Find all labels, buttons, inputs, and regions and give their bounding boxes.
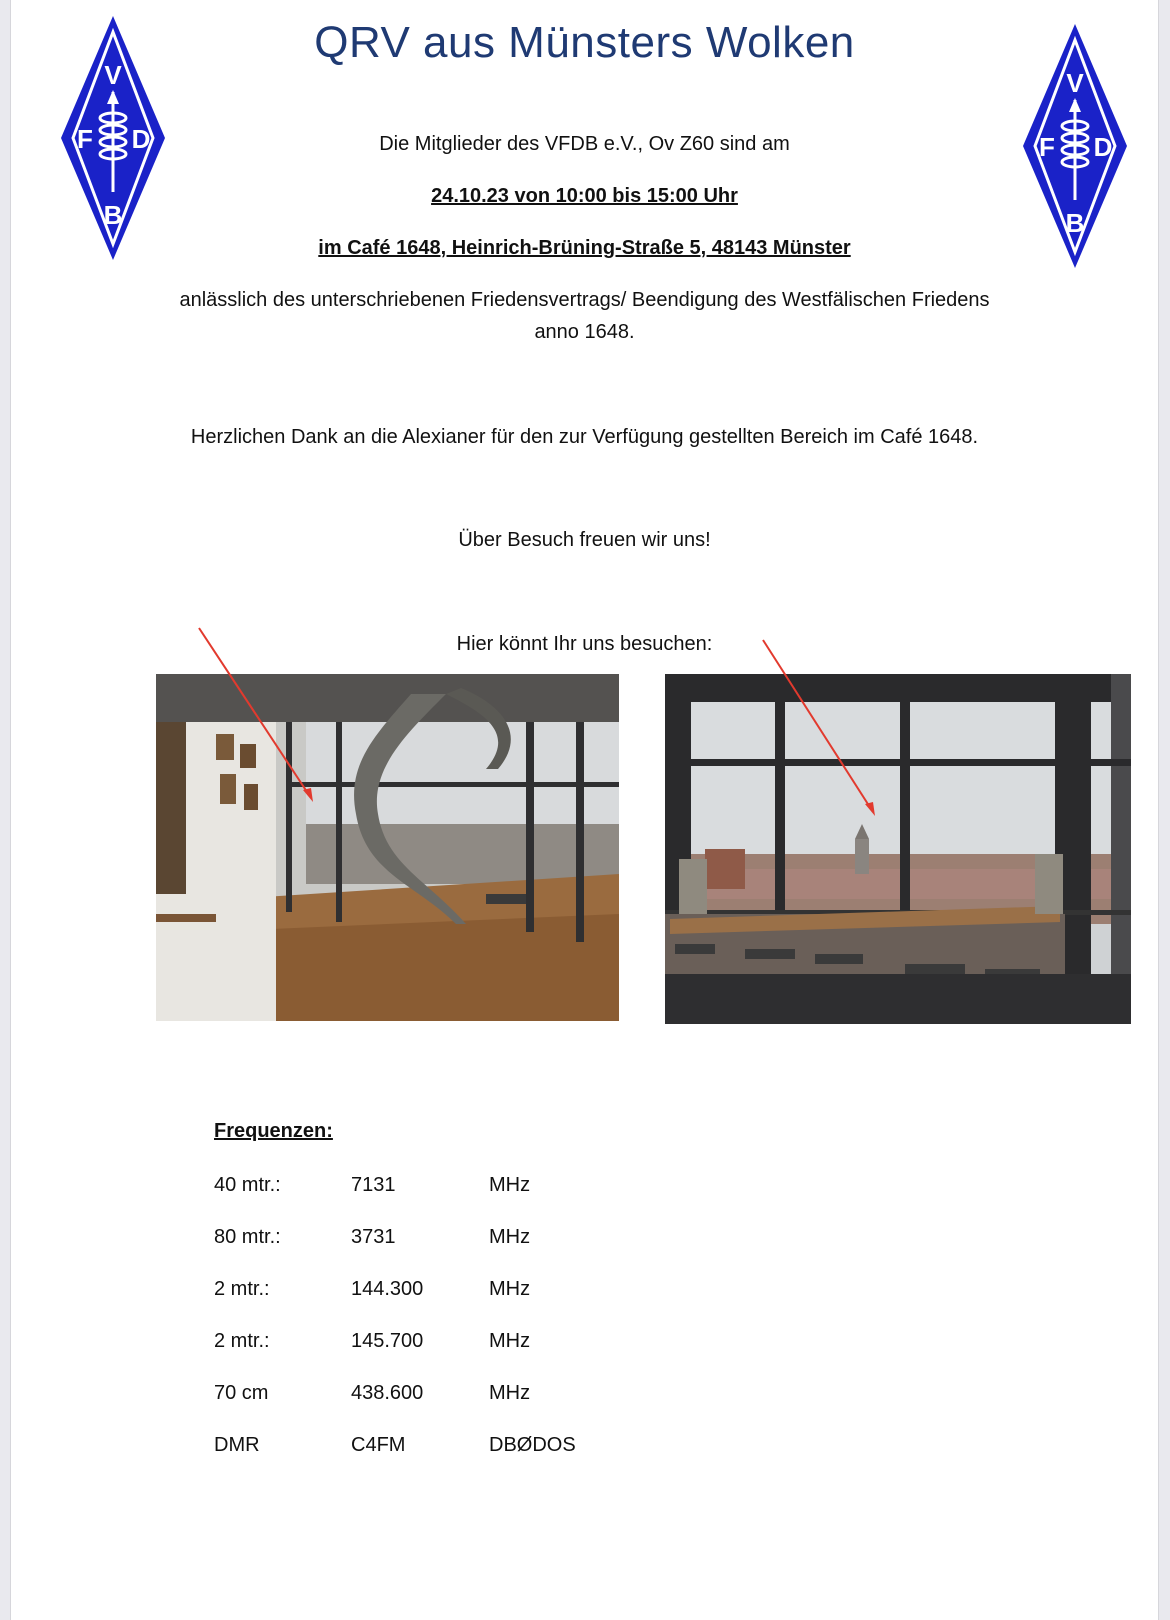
- band-label: 2 mtr.:: [214, 1330, 270, 1352]
- logo-letter-b: B: [103, 200, 123, 230]
- occasion-line-2: anno 1648.: [534, 321, 635, 343]
- logo-letter-v: V: [1066, 68, 1084, 98]
- frequency-unit: MHz: [489, 1278, 531, 1300]
- mode-value: C4FM: [351, 1434, 406, 1456]
- visit-text: Über Besuch freuen wir uns!: [458, 529, 711, 551]
- frequency-value: 3731: [351, 1226, 396, 1248]
- band-label: 40 mtr.:: [214, 1174, 281, 1196]
- frequency-row: [214, 1174, 714, 1204]
- frequency-unit: MHz: [489, 1174, 531, 1196]
- logo-letter-b: B: [1065, 208, 1085, 238]
- band-label: 80 mtr.:: [214, 1226, 281, 1248]
- frequency-row: [214, 1330, 714, 1360]
- callsign-value: DBØDOS: [489, 1434, 576, 1456]
- cafe-view-photo: [665, 674, 1131, 1024]
- logo-letter-f: F: [77, 124, 93, 154]
- visit-here-text: Hier könnt Ihr uns besuchen:: [456, 633, 713, 655]
- occasion-line-1: anlässlich des unterschriebenen Friedensvertrags/ Beendigung des Westfälischen Friedens: [179, 289, 990, 311]
- band-label: 2 mtr.:: [214, 1278, 270, 1300]
- document-page: [10, 0, 1159, 1620]
- frequency-unit: MHz: [489, 1226, 531, 1248]
- frequency-row: [214, 1226, 714, 1256]
- frequency-row: [214, 1434, 714, 1464]
- logo-letter-v: V: [104, 60, 122, 90]
- frequency-row: [214, 1382, 714, 1412]
- frequencies-heading: Frequenzen:: [214, 1120, 333, 1142]
- frequency-value: 145.700: [351, 1330, 424, 1352]
- cafe-interior-photo: [156, 674, 619, 1021]
- frequency-unit: MHz: [489, 1382, 531, 1404]
- frequency-unit: MHz: [489, 1330, 531, 1352]
- intro-text: Die Mitglieder des VFDB e.V., Ov Z60 sind am: [379, 133, 790, 155]
- logo-letter-f: F: [1039, 132, 1055, 162]
- frequency-value: 7131: [351, 1174, 396, 1196]
- frequency-row: [214, 1278, 714, 1308]
- logo-letter-d: D: [131, 124, 151, 154]
- location-line: im Café 1648, Heinrich-Brüning-Straße 5, 48143 Münster: [318, 237, 851, 259]
- frequency-value: 438.600: [351, 1382, 424, 1404]
- band-label: 70 cm: [214, 1382, 269, 1404]
- logo-letter-d: D: [1093, 132, 1113, 162]
- page-title: QRV aus Münsters Wolken: [314, 18, 855, 67]
- frequency-value: 144.300: [351, 1278, 424, 1300]
- band-label: DMR: [214, 1434, 260, 1456]
- thanks-text: Herzlichen Dank an die Alexianer für den zur Verfügung gestellten Bereich im Café 1648.: [190, 426, 979, 448]
- date-line: 24.10.23 von 10:00 bis 15:00 Uhr: [431, 185, 738, 207]
